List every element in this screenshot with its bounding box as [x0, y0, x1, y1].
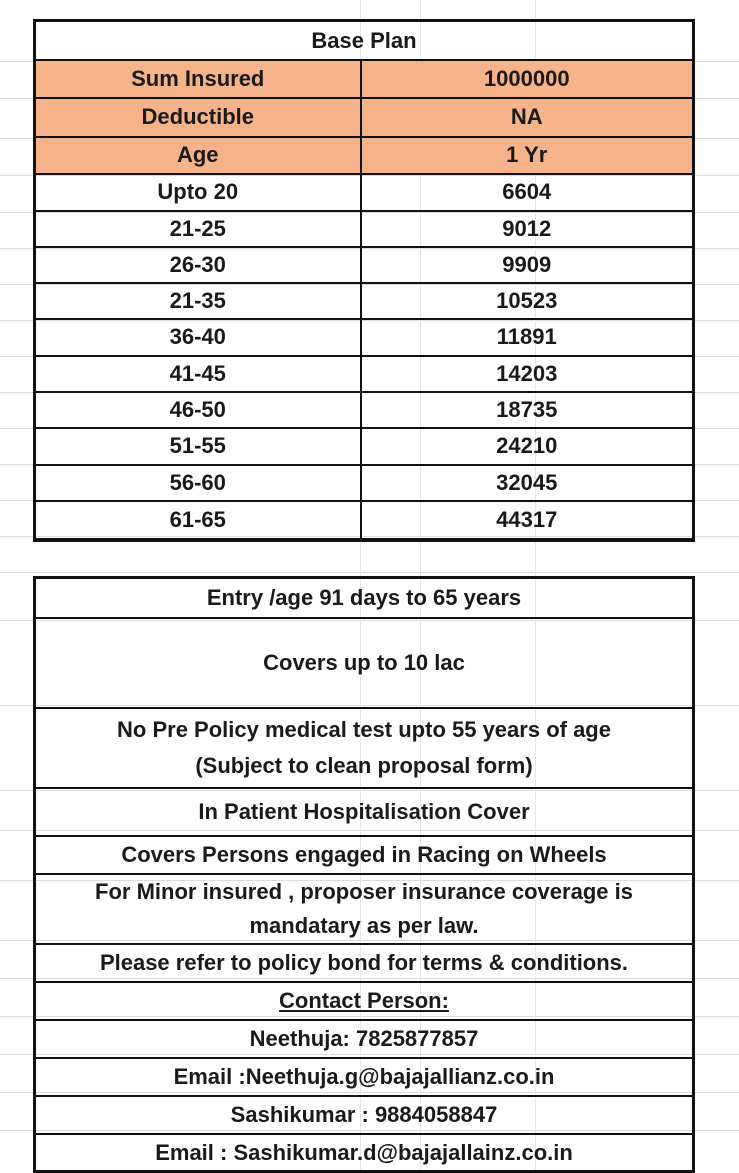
row-label: Deductible: [35, 98, 361, 137]
column-header-term: 1 Yr: [361, 137, 694, 174]
row-value: NA: [361, 98, 694, 137]
premium: 32045: [361, 465, 694, 501]
deductible-row: [35, 98, 694, 137]
row-label: Sum Insured: [35, 60, 361, 98]
sum-insured-row: [35, 60, 694, 98]
age-band: Upto 20: [35, 174, 361, 211]
table-title: Base Plan: [35, 21, 694, 60]
medical-test-line: No Pre Policy medical test upto 55 years of age: [117, 716, 611, 742]
contact-heading: [35, 982, 694, 1020]
entry-age-note: Entry /age 91 days to 65 years: [35, 578, 694, 618]
premium: 9012: [361, 211, 694, 247]
policy-info-table: [33, 576, 695, 1173]
age-band: 56-60: [35, 465, 361, 501]
age-band: 51-55: [35, 428, 361, 465]
minor-insured-line: For Minor insured , proposer insurance coverage is: [95, 878, 633, 904]
table-row: [35, 283, 694, 319]
contact-heading-text: Contact Person:: [279, 987, 449, 1013]
premium: 24210: [361, 428, 694, 465]
minor-insured-note: [35, 874, 694, 944]
table-row: [35, 174, 694, 211]
medical-test-note: [35, 708, 694, 788]
medical-test-condition: (Subject to clean proposal form): [195, 752, 533, 778]
policy-bond-note: Please refer to policy bond for terms & conditions.: [35, 944, 694, 982]
table-row: [35, 428, 694, 465]
table-row: [35, 319, 694, 356]
age-header-row: [35, 137, 694, 174]
premium: 9909: [361, 247, 694, 283]
age-band: 26-30: [35, 247, 361, 283]
minor-insured-line: mandatary as per law.: [249, 912, 479, 938]
age-band: 21-35: [35, 283, 361, 319]
base-plan-table: [33, 19, 695, 542]
age-band: 21-25: [35, 211, 361, 247]
contact-email: Email :Neethuja.g@bajajallianz.co.in: [35, 1058, 694, 1096]
row-value: 1000000: [361, 60, 694, 98]
premium: 10523: [361, 283, 694, 319]
age-band: 36-40: [35, 319, 361, 356]
premium: 6604: [361, 174, 694, 211]
contact-email: Email : Sashikumar.d@bajajallainz.co.in: [35, 1134, 694, 1172]
racing-note: Covers Persons engaged in Racing on Wheels: [35, 836, 694, 874]
table-row: [35, 211, 694, 247]
age-band: 61-65: [35, 501, 361, 540]
contact-phone: Sashikumar : 9884058847: [35, 1096, 694, 1134]
premium: 11891: [361, 319, 694, 356]
premium: 14203: [361, 356, 694, 392]
table-row: [35, 247, 694, 283]
table-row: [35, 356, 694, 392]
table-row: [35, 392, 694, 428]
contact-phone: Neethuja: 7825877857: [35, 1020, 694, 1058]
column-header-age: Age: [35, 137, 361, 174]
age-band: 41-45: [35, 356, 361, 392]
age-band: 46-50: [35, 392, 361, 428]
cover-limit-note: Covers up to 10 lac: [35, 618, 694, 708]
hospitalisation-note: In Patient Hospitalisation Cover: [35, 788, 694, 836]
table-row: [35, 501, 694, 540]
table-row: [35, 465, 694, 501]
premium: 18735: [361, 392, 694, 428]
premium: 44317: [361, 501, 694, 540]
